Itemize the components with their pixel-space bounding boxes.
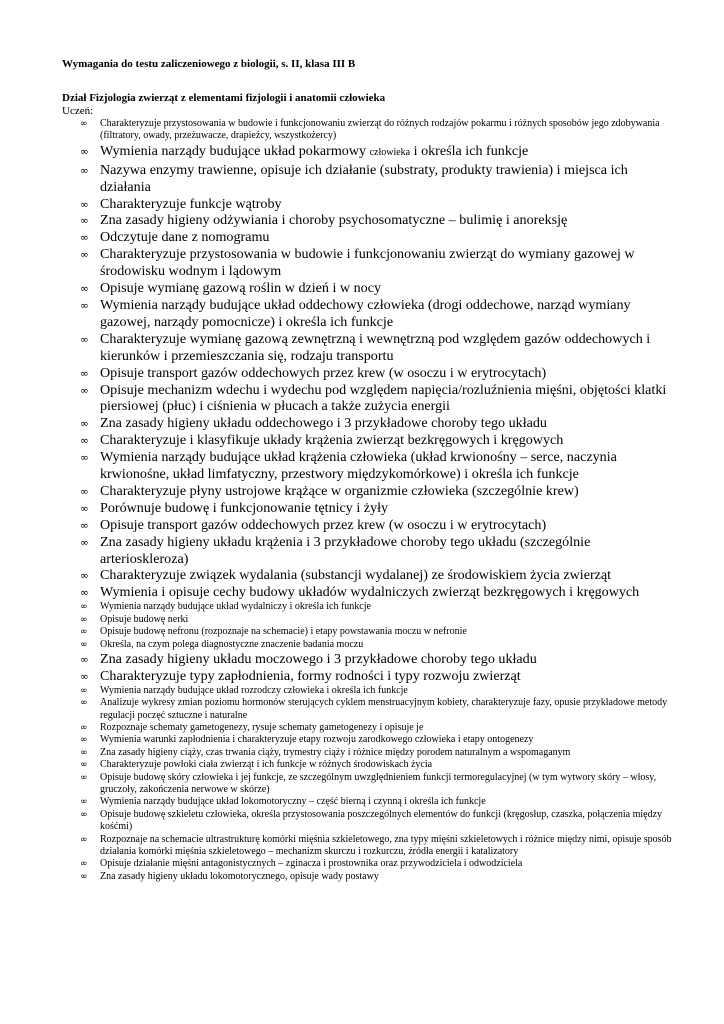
list-item <box>62 483 672 500</box>
list-item-text: Opisuje wymianę gazową roślin w dzień i w nocy <box>100 280 382 297</box>
list-item <box>62 162 672 196</box>
list-item <box>62 280 672 297</box>
bullet-icon: ∞ <box>80 809 88 820</box>
list-item-text: Charakteryzuje przystosowania w budowie i funkcjonowaniu zwierząt do różnych rodzajów pokarmu i różnych sposobów jego zdobywania (filtratory, owady, przeżuwacze, drapieżcy, wszystkożercy) <box>100 118 660 142</box>
list-item <box>62 331 672 365</box>
list-item-text: Określa, na czym polega diagnostyczne znaczenie badania moczu <box>100 638 364 650</box>
section-heading: Dział Fizjologia zwierząt z elementami fizjologii i anatomii człowieka <box>62 92 386 104</box>
list-item <box>62 809 672 834</box>
list-item-text: Wymienia narządy budujące układ lokomotoryczny – część bierną i czynną i określa ich funkcje <box>100 796 486 808</box>
list-item-text: Charakteryzuje wymianę gazową zewnętrzną i wewnętrzną pod względem gazów oddechowych i kierunków i przemieszczania się, rodzaju transportu <box>100 330 651 364</box>
bullet-icon: ∞ <box>80 772 88 783</box>
list-item <box>62 668 672 685</box>
list-item-text: Opisuje transport gazów oddechowych przez krew (w osoczu i w erytrocytach) <box>100 516 547 533</box>
bullet-icon: ∞ <box>80 145 89 158</box>
list-item <box>62 534 672 568</box>
list-item-text: Wymienia narządy budujące układ wydalniczy i określa ich funkcje <box>100 601 371 613</box>
list-item-text: Wymienia narządy budujące układ krążenia człowieka (układ krwionośny – serce, naczynia krwionośne, układ limfatyczny, przestwory międzykomórkowe) i określa ich funkcje <box>100 449 617 483</box>
student-label: Uczeń: <box>62 105 94 117</box>
list-item <box>62 685 672 697</box>
list-item <box>62 871 672 883</box>
list-item <box>62 118 672 143</box>
bullet-icon: ∞ <box>80 653 89 666</box>
list-item <box>62 449 672 483</box>
list-item-text: Charakteryzuje i klasyfikuje układy krążenia zwierząt bezkręgowych i kręgowych <box>100 432 564 449</box>
bullet-icon: ∞ <box>80 735 88 746</box>
list-item <box>62 747 672 759</box>
list-item <box>62 415 672 432</box>
list-item-text: Opisuje budowę nerki <box>100 613 189 625</box>
bullet-icon: ∞ <box>80 722 88 733</box>
list-item <box>62 722 672 734</box>
list-item-text: Wymienia narządy budujące układ rozrodczy człowieka i określa ich funkcje <box>100 684 408 696</box>
list-item <box>62 601 672 613</box>
bullet-icon: ∞ <box>80 367 89 380</box>
list-item-text: Analizuje wykresy zmian poziomu hormonów sterujących cyklem menstruacyjnym kobiety, charakteryzuje fazy, opusie przykładowe metody regulacji poczęć sztuczne i naturalne <box>100 697 668 721</box>
list-item-text: Charakteryzuje związek wydalania (substancji wydalanej) ze środowiskiem życia zwierząt <box>100 567 612 584</box>
list-item-text: Wymienia warunki zapłodnienia i charakteryzuje etapy rozwoju zarodkowego człowieka i etapy ontogenezy <box>100 734 534 746</box>
list-item-text: Rozpoznaje schematy gametogenezy, rysuje schematy gametogenezy i opisuje je <box>100 721 424 733</box>
bullet-icon: ∞ <box>80 519 89 532</box>
bullet-icon: ∞ <box>80 587 89 600</box>
list-item-text: i określa ich funkcje <box>410 142 529 159</box>
list-item <box>62 584 672 601</box>
list-item <box>62 639 672 651</box>
bullet-icon: ∞ <box>80 299 89 312</box>
bullet-icon: ∞ <box>80 502 89 515</box>
list-item-text: Zna zasady higieny odżywiania i choroby psychosomatyczne – bulimię i anoreksję <box>100 212 568 229</box>
list-item <box>62 858 672 870</box>
list-item-text: Opisuje transport gazów oddechowych przez krew (w osoczu i w erytrocytach) <box>100 364 547 381</box>
list-item-text: Charakteryzuje typy zapłodnienia, formy rodności i typy rozwoju zwierząt <box>100 667 521 684</box>
list-item-text: Charakteryzuje płyny ustrojowe krążące w organizmie człowieka (szczególnie krew) <box>100 482 579 499</box>
list-item-text: Charakteryzuje funkcje wątroby <box>100 195 282 212</box>
list-item-text: Opisuje budowę nefronu (rozpoznaje na schemacie) i etapy powstawania moczu w nefronie <box>100 626 467 638</box>
bullet-icon: ∞ <box>80 485 89 498</box>
list-item-text: Zna zasady higieny układu krążenia i 3 przykładowe choroby tego układu (szczególnie arterioskleroza) <box>100 533 591 567</box>
bullet-icon: ∞ <box>80 760 88 771</box>
bullet-icon: ∞ <box>80 871 88 882</box>
list-item-text: Zna zasady higieny układu moczowego i 3 przykładowe choroby tego układu <box>100 650 537 667</box>
bullet-icon: ∞ <box>80 747 88 758</box>
list-item <box>62 500 672 517</box>
bullet-icon: ∞ <box>80 685 88 696</box>
list-item-text: Porównuje budowę i funkcjonowanie tętnicy i żyły <box>100 499 389 516</box>
list-item <box>62 567 672 584</box>
list-item-text: Wymienia narządy budujące układ oddechowy człowieka (drogi oddechowe, narząd wymiany gazowej, narządy pomocnicze) i określa ich funkcje <box>100 296 631 330</box>
bullet-icon: ∞ <box>80 627 88 638</box>
document-title: Wymagania do testu zaliczeniowego z biologii, s. II, klasa III B <box>62 58 356 70</box>
list-item <box>62 246 672 280</box>
list-item-text: Opisuje budowę szkieletu człowieka, określa przystosowania poszczególnych elementów do funkcji (kręgosłup, czaszka, połączenia między kośćmi) <box>100 808 663 833</box>
bullet-icon: ∞ <box>80 670 89 683</box>
bullet-icon: ∞ <box>80 249 89 262</box>
list-item-text: Zna zasady higieny ciąży, czas trwania ciąży, trymestry ciąży i różnice między porodem naturalnym a wspomaganym <box>100 746 571 758</box>
bullet-icon: ∞ <box>80 570 89 583</box>
bullet-icon: ∞ <box>80 452 89 465</box>
bullet-icon: ∞ <box>80 198 89 211</box>
bullet-icon: ∞ <box>80 164 89 177</box>
document-page <box>62 58 672 883</box>
list-item <box>62 365 672 382</box>
bullet-icon: ∞ <box>80 639 88 650</box>
list-item <box>62 517 672 534</box>
bullet-icon: ∞ <box>80 698 88 709</box>
bullet-icon: ∞ <box>80 602 88 613</box>
list-item-text: człowieka <box>369 146 411 158</box>
list-item-text: Odczytuje dane z nomogramu <box>100 229 270 246</box>
bullet-icon: ∞ <box>80 215 89 228</box>
bullet-icon: ∞ <box>80 384 89 397</box>
bullet-icon: ∞ <box>80 859 88 870</box>
list-item <box>62 834 672 859</box>
bullet-icon: ∞ <box>80 283 89 296</box>
bullet-icon: ∞ <box>80 333 89 346</box>
list-item-text: Wymienia i opisuje cechy budowy układów wydalniczych zwierząt bezkręgowych i kręgowych <box>100 584 640 601</box>
list-item <box>62 697 672 722</box>
list-item-text: Opisuje działanie mięśni antagonistycznych – zginacza i prostownika oraz przywodziciela i odwodziciela <box>100 858 523 870</box>
list-item <box>62 432 672 449</box>
bullet-icon: ∞ <box>80 119 88 129</box>
list-item-text: Zna zasady higieny układu oddechowego i 3 przykładowe choroby tego układu <box>100 415 547 432</box>
bullet-icon: ∞ <box>80 614 88 625</box>
list-item <box>62 651 672 668</box>
list-item-text: Zna zasady higieny układu lokomotorycznego, opisuje wady postawy <box>100 870 379 882</box>
list-item <box>62 626 672 638</box>
list-item <box>62 229 672 246</box>
list-item <box>62 196 672 213</box>
list-item <box>62 297 672 331</box>
list-item <box>62 382 672 416</box>
list-item <box>62 759 672 771</box>
bullet-icon: ∞ <box>80 797 88 808</box>
list-item-text: Charakteryzuje powłoki ciała zwierząt i ich funkcje w różnych środowiskach życia <box>100 759 433 771</box>
list-item <box>62 772 672 797</box>
list-item-text: Opisuje mechanizm wdechu i wydechu pod względem napięcia/rozluźnienia mięśni, objętości klatki piersiowej (płuc) i ciśnienia w płucach a także zużycia energii <box>100 381 667 415</box>
requirements-list <box>62 118 672 883</box>
list-item-text: Charakteryzuje przystosowania w budowie i funkcjonowaniu zwierząt do wymiany gazowej w środowisku wodnym i lądowym <box>100 246 635 280</box>
list-item <box>62 143 672 162</box>
list-item-text: Nazywa enzymy trawienne, opisuje ich działanie (substraty, produkty trawienia) i miejsca ich działania <box>100 161 628 195</box>
bullet-icon: ∞ <box>80 834 88 845</box>
list-item-text: Opisuje budowę skóry człowieka i jej funkcje, ze szczególnym uwzględnieniem funkcji termoregulacyjnej (w tym wytwory skóry – włosy, gruczoły, zakończenia nerwowe w skórze) <box>100 771 657 795</box>
list-item <box>62 796 672 808</box>
list-item <box>62 734 672 746</box>
list-item <box>62 212 672 229</box>
list-item <box>62 614 672 626</box>
bullet-icon: ∞ <box>80 435 89 448</box>
bullet-icon: ∞ <box>80 232 89 245</box>
bullet-icon: ∞ <box>80 536 89 549</box>
list-item-text: Wymienia narządy budujące układ pokarmowy <box>100 142 370 159</box>
list-item-text: Rozpoznaje na schemacie ultrastrukturę komórki mięśnia szkieletowego, zna typy mięśni szkieletowych i różnice między nimi, opisuje sposób działania komórki mięśnia szkieletowego – mechanizm skurczu i rozkurczu, źródła energii i katalizatory <box>100 833 672 857</box>
bullet-icon: ∞ <box>80 418 89 431</box>
